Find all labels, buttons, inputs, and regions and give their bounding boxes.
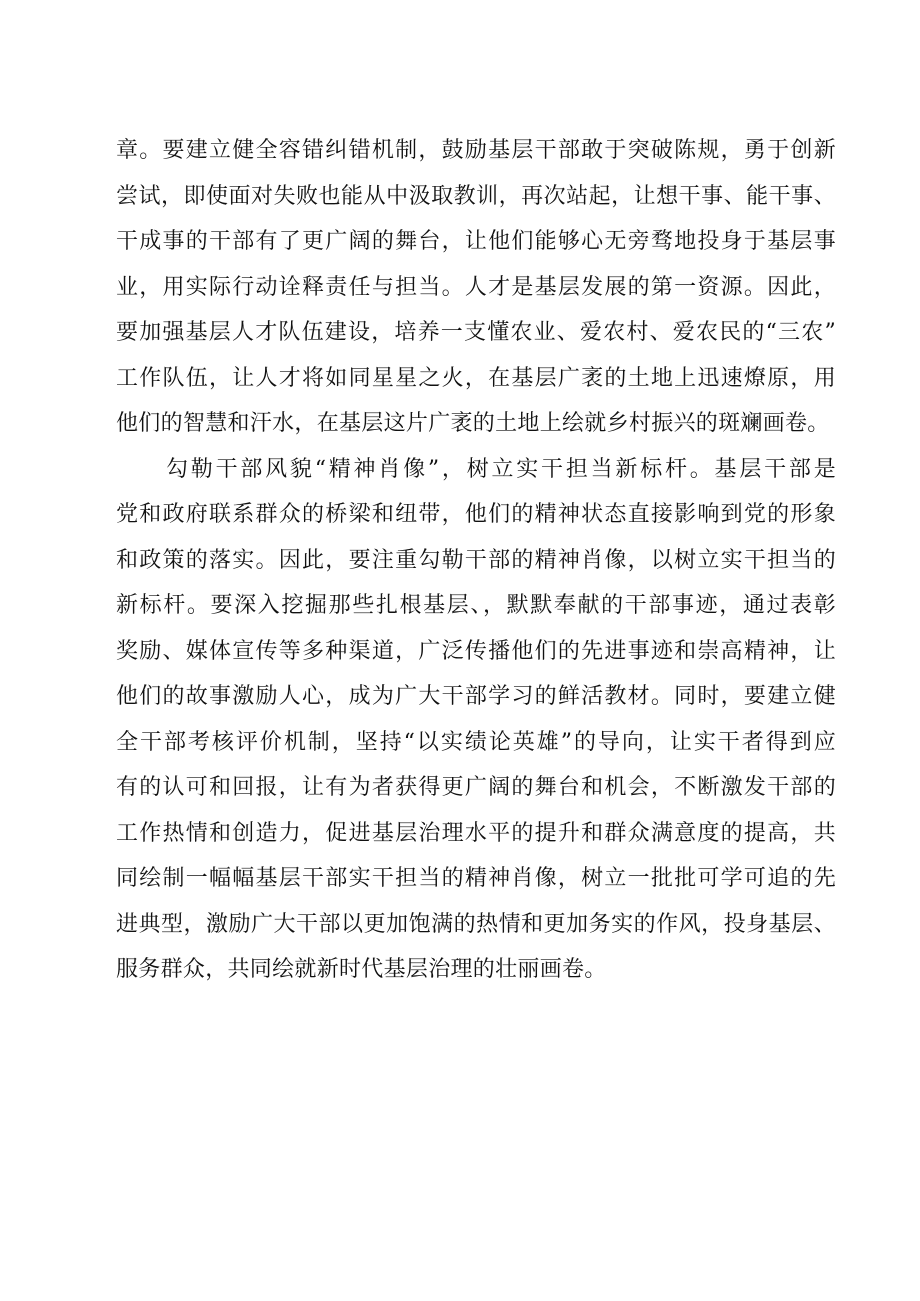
- text-line: 章。要建立健全容错纠错机制，鼓励基层干部敢于突破陈规，勇于创新: [116, 138, 836, 163]
- text-line: 要加强基层人才队伍建设，培养一支懂农业、爱农村、爱农民的“三农”: [116, 320, 836, 345]
- text-line: 有的认可和回报，让有为者获得更广阔的舞台和机会，不断激发干部的: [116, 775, 836, 800]
- text-line: 工作热情和创造力，促进基层治理水平的提升和群众满意度的提高，共: [116, 820, 836, 846]
- text-line: 新标杆。要深入挖掘那些扎根基层、，默默奉献的干部事迹，通过表彰: [116, 593, 836, 618]
- text-line: 进典型，激励广大干部以更加饱满的热情和更加务实的作风，投身基层、: [116, 911, 836, 937]
- text-line: 同绘制一幅幅基层干部实干担当的精神肖像，树立一批批可学可追的先: [116, 866, 836, 891]
- text-line: 党和政府联系群众的桥梁和纽带，他们的精神状态直接影响到党的形象: [116, 502, 836, 527]
- text-line: 奖励、媒体宣传等多种渠道，广泛传播他们的先进事迹和崇高精神，让: [116, 638, 836, 664]
- text-line: 他们的智慧和汗水，在基层这片广袤的土地上绘就乡村振兴的斑斓画卷。: [116, 411, 830, 436]
- text-line: 全干部考核评价机制，坚持“以实绩论英雄”的导向，让实干者得到应: [116, 729, 836, 755]
- text-line: 他们的故事激励人心，成为广大干部学习的鲜活教材。同时，要建立健: [116, 684, 836, 709]
- text-line: 工作队伍，让人才将如同星星之火，在基层广袤的土地上迅速燎原，用: [116, 365, 836, 391]
- paragraph-heading-line: 勾勒干部风貌“精神肖像”，树立实干担当新标杆。基层干部是: [166, 456, 836, 482]
- text-line: 和政策的落实。因此，要注重勾勒干部的精神肖像，以树立实干担当的: [116, 547, 836, 573]
- text-line: 服务群众，共同绘就新时代基层治理的壮丽画卷。: [116, 957, 607, 982]
- text-line: 干成事的干部有了更广阔的舞台，让他们能够心无旁骛地投身于基层事: [116, 229, 836, 254]
- text-line: 业，用实际行动诠释责任与担当。人才是基层发展的第一资源。因此，: [116, 274, 836, 300]
- text-line: 尝试，即使面对失败也能从中汲取教训，再次站起，让想干事、能干事、: [116, 183, 836, 209]
- body-text: [116, 128, 836, 993]
